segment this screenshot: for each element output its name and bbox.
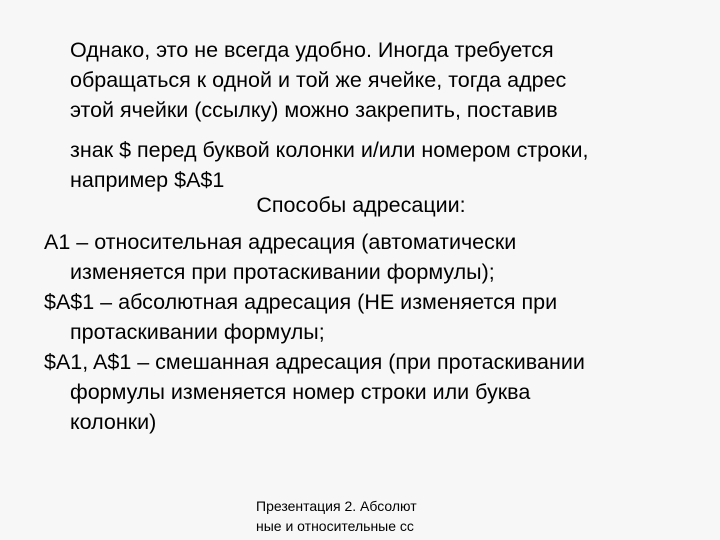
item-line: $A$1 – абсолютная адресация (НЕ изменяется при [44, 290, 558, 314]
addressing-item-relative [44, 227, 516, 287]
item-line: A1 – относительная адресация (автоматически [44, 230, 517, 254]
item-line: изменяется при протаскивании формулы); [70, 260, 495, 284]
slide-footer [256, 496, 417, 536]
intro-line: например $A$1 [70, 168, 225, 192]
addressing-item-absolute [44, 287, 557, 347]
item-line: формулы изменяется номер строки или буква [70, 380, 531, 404]
intro-line: этой ячейки (ссылку) можно закрепить, поставив [70, 98, 558, 122]
item-line: протаскивании формулы; [70, 320, 325, 344]
intro-line: знак $ перед буквой колонки и/или номером строки, [70, 138, 589, 162]
item-line: $A1, A$1 – смешанная адресация (при протаскивании [44, 350, 585, 374]
section-heading: Способы адресации: [256, 193, 466, 217]
footer-line: Презентация 2. Абсолют [256, 498, 417, 514]
intro-paragraph [70, 35, 588, 195]
intro-line: Однако, это не всегда удобно. Иногда требуется [70, 38, 554, 62]
intro-line: обращаться к одной и той же ячейке, тогда адрес [70, 68, 567, 92]
addressing-item-mixed [44, 347, 585, 437]
footer-line: ные и относительные сс [256, 518, 414, 534]
item-line: колонки) [70, 410, 157, 434]
